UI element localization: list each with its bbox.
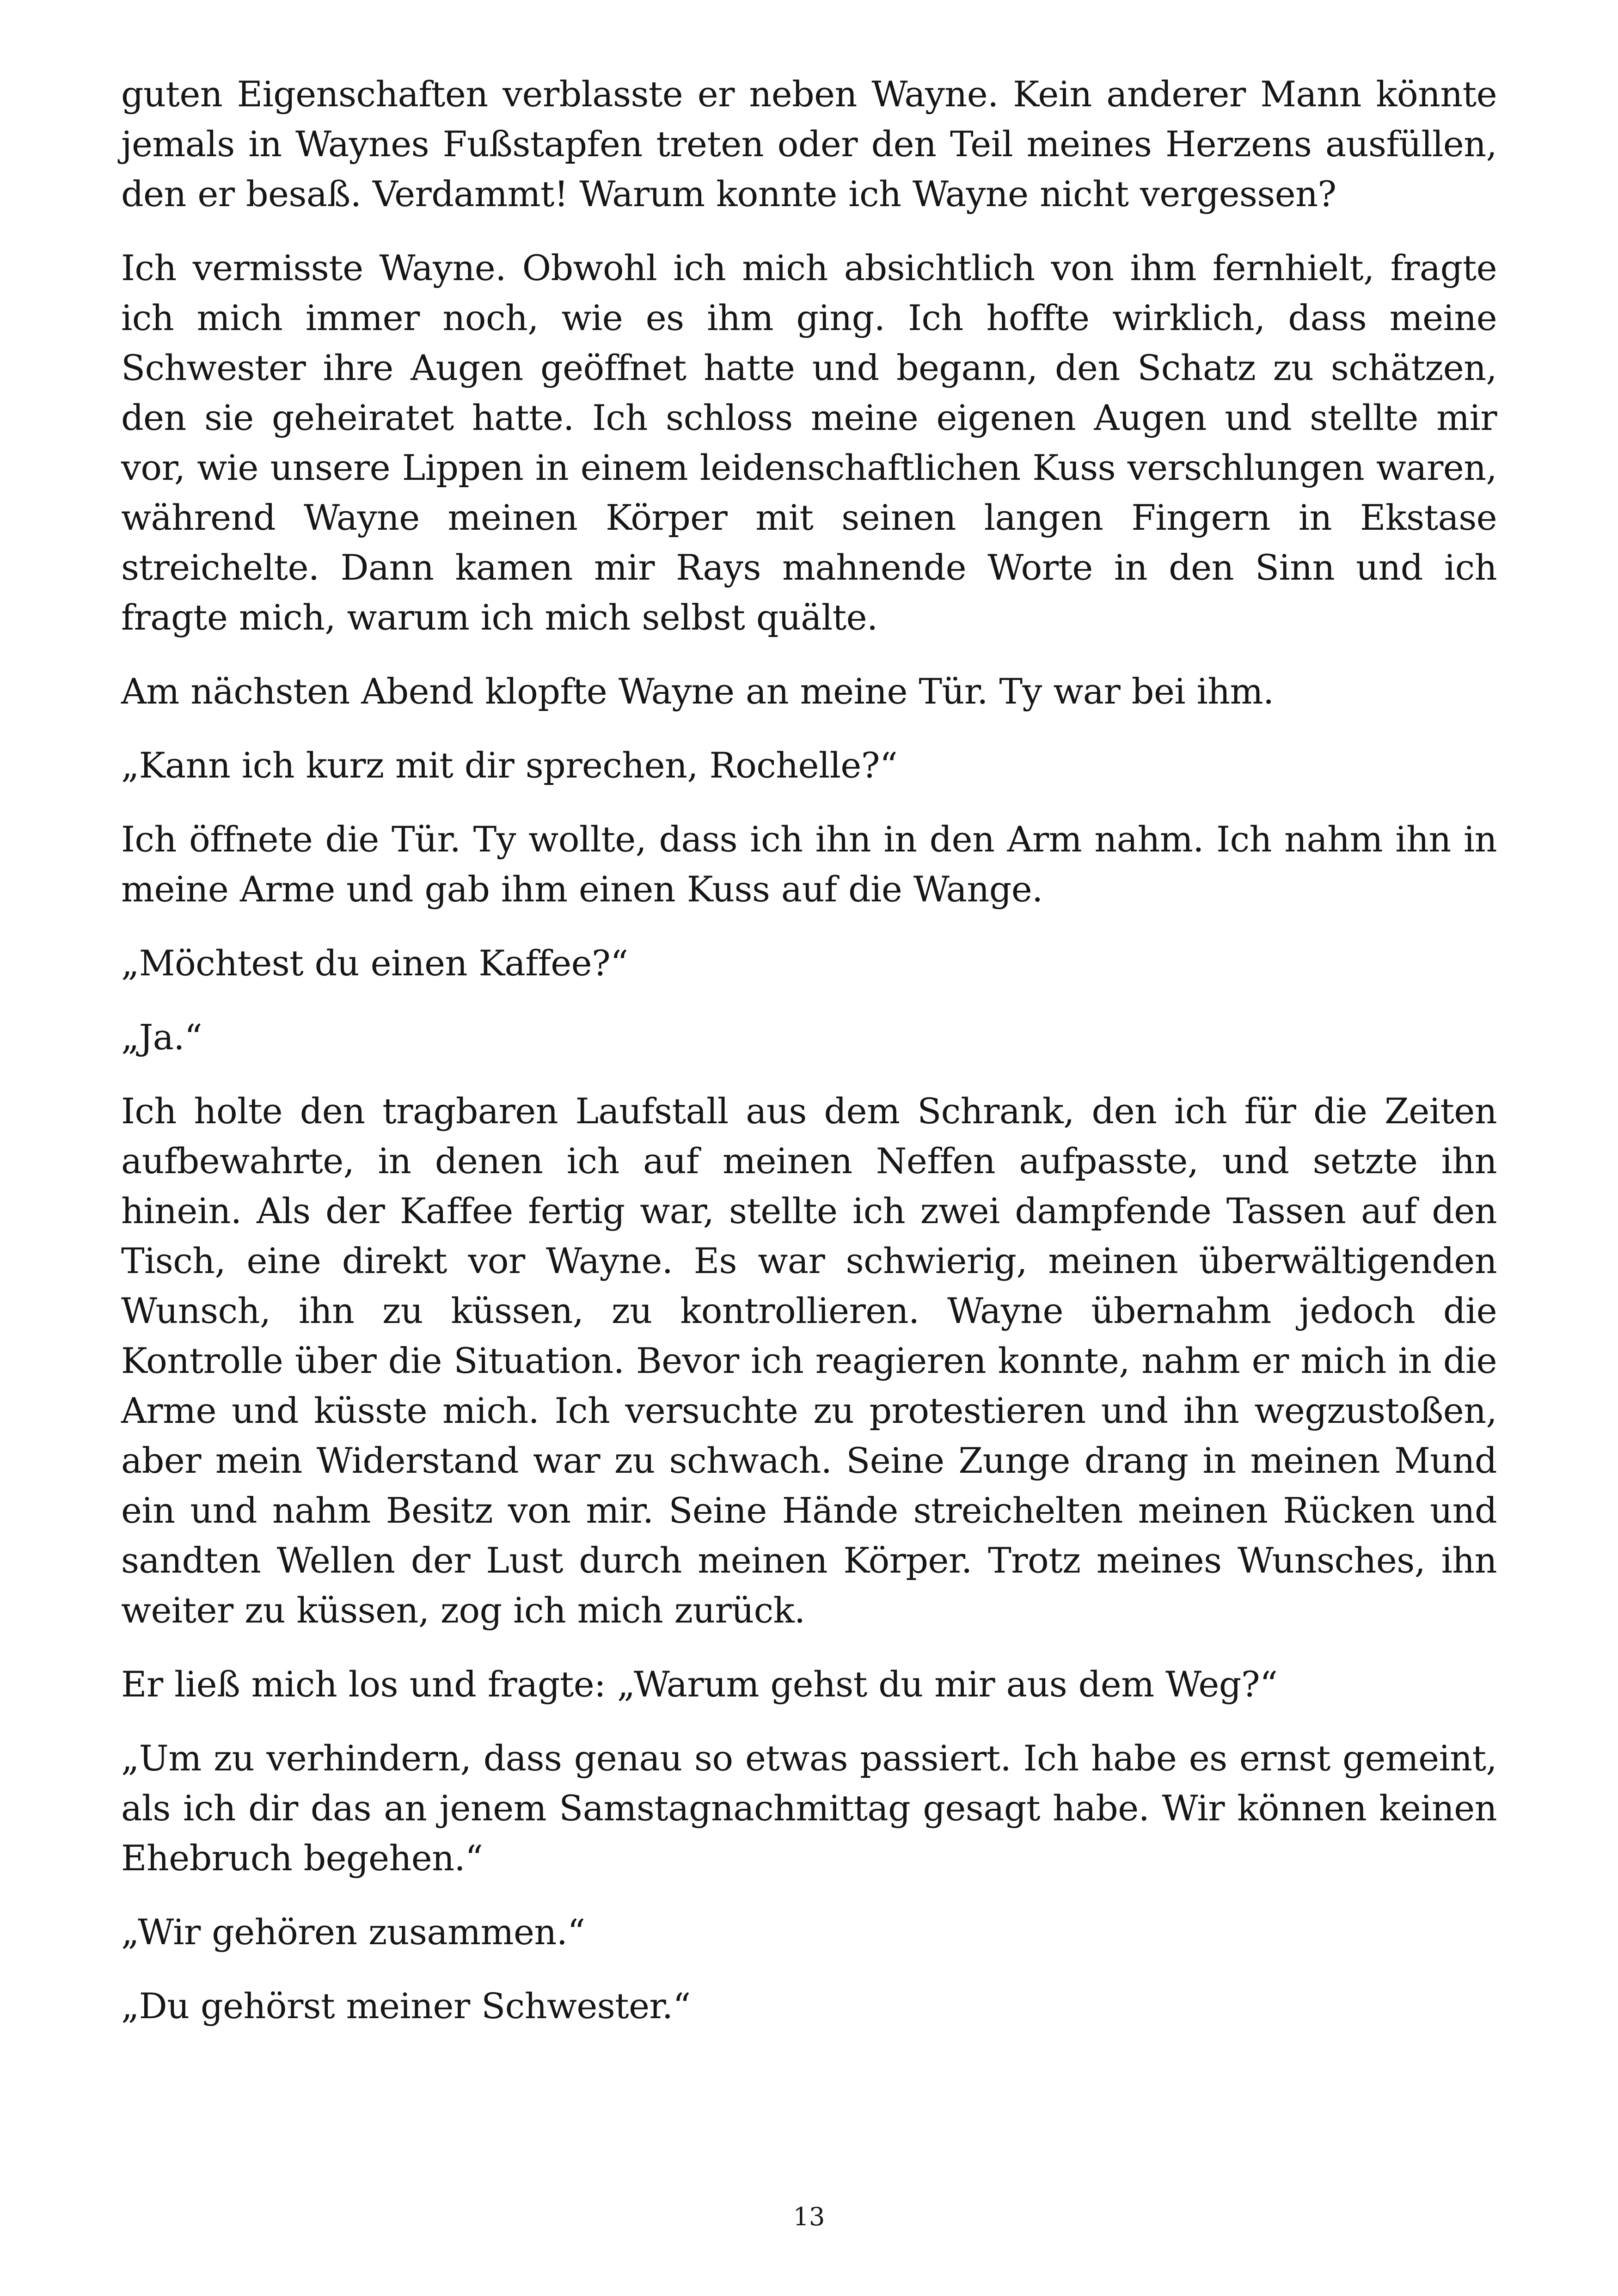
page-number: 13 (793, 2202, 825, 2231)
paragraph: Am nächsten Abend klopfte Wayne an meine Tür. Ty war bei ihm. (121, 671, 1274, 712)
paragraph: Er ließ mich los und fragte: „Warum gehst du mir aus dem Weg?“ (121, 1664, 1278, 1705)
paragraph: guten Eigenschaften verblasste er neben Wayne. Kein anderer Mann könnte jemals in Waynes Fußstapfen treten oder den Teil meines Herzens ausfüllen, den er besaß. Verdammt! Warum konnte ich Wayne nicht vergessen? (121, 73, 1497, 214)
paragraph: Ich vermisste Wayne. Obwohl ich mich absichtlich von ihm fernhielt, fragte ich mich immer noch, wie es ihm ging. Ich hoffte wirklich, dass meine Schwester ihre Augen geöffnet hatte und begann, den Schatz zu schätzen, den sie geheiratet hatte. Ich schloss meine eigenen Augen und stellte mir vor, wie unsere Lippen in einem leidenschaftlichen Kuss verschlungen waren, während Wayne meinen Körper mit seinen langen Fingern in Ekstase streichelte. Dann kamen mir Rays mahnende Worte in den Sinn und ich fragte mich, warum ich mich selbst quälte. (121, 247, 1497, 638)
paragraph: „Wir gehören zusammen.“ (121, 1911, 585, 1953)
paragraph: „Ja.“ (121, 1016, 202, 1058)
page-body (121, 69, 1497, 2055)
paragraph: „Möchtest du einen Kaffee?“ (121, 943, 628, 984)
paragraph: „Um zu verhindern, dass genau so etwas passiert. Ich habe es ernst gemeint, als ich dir das an jenem Samstagnachmittag gesagt habe. Wir können keinen Ehebruch begehen.“ (121, 1738, 1497, 1879)
paragraph: Ich holte den tragbaren Laufstall aus dem Schrank, den ich für die Zeiten aufbewahrte, in denen ich auf meinen Neffen aufpasste, und setzte ihn hinein. Als der Kaffee fertig war, stellte ich zwei dampfende Tassen auf den Tisch, eine direkt vor Wayne. Es war schwierig, meinen überwältigenden Wunsch, ihn zu küssen, zu kontrollieren. Wayne übernahm jedoch die Kontrolle über die Situation. Bevor ich reagieren konnte, nahm er mich in die Arme und küsste mich. Ich versuchte zu protestieren und ihn wegzustoßen, aber mein Widerstand war zu schwach. Seine Zunge drang in meinen Mund ein und nahm Besitz von mir. Seine Hände streichelten meinen Rücken und sandten Wellen der Lust durch meinen Körper. Trotz meines Wunsches, ihn weiter zu küssen, zog ich mich zurück. (121, 1090, 1497, 1631)
paragraph: „Du gehörst meiner Schwester.“ (121, 1985, 691, 2027)
paragraph: Ich öffnete die Tür. Ty wollte, dass ich ihn in den Arm nahm. Ich nahm ihn in meine Arme und gab ihm einen Kuss auf die Wange. (121, 819, 1497, 910)
paragraph: „Kann ich kurz mit dir sprechen, Rochelle?“ (121, 745, 898, 786)
